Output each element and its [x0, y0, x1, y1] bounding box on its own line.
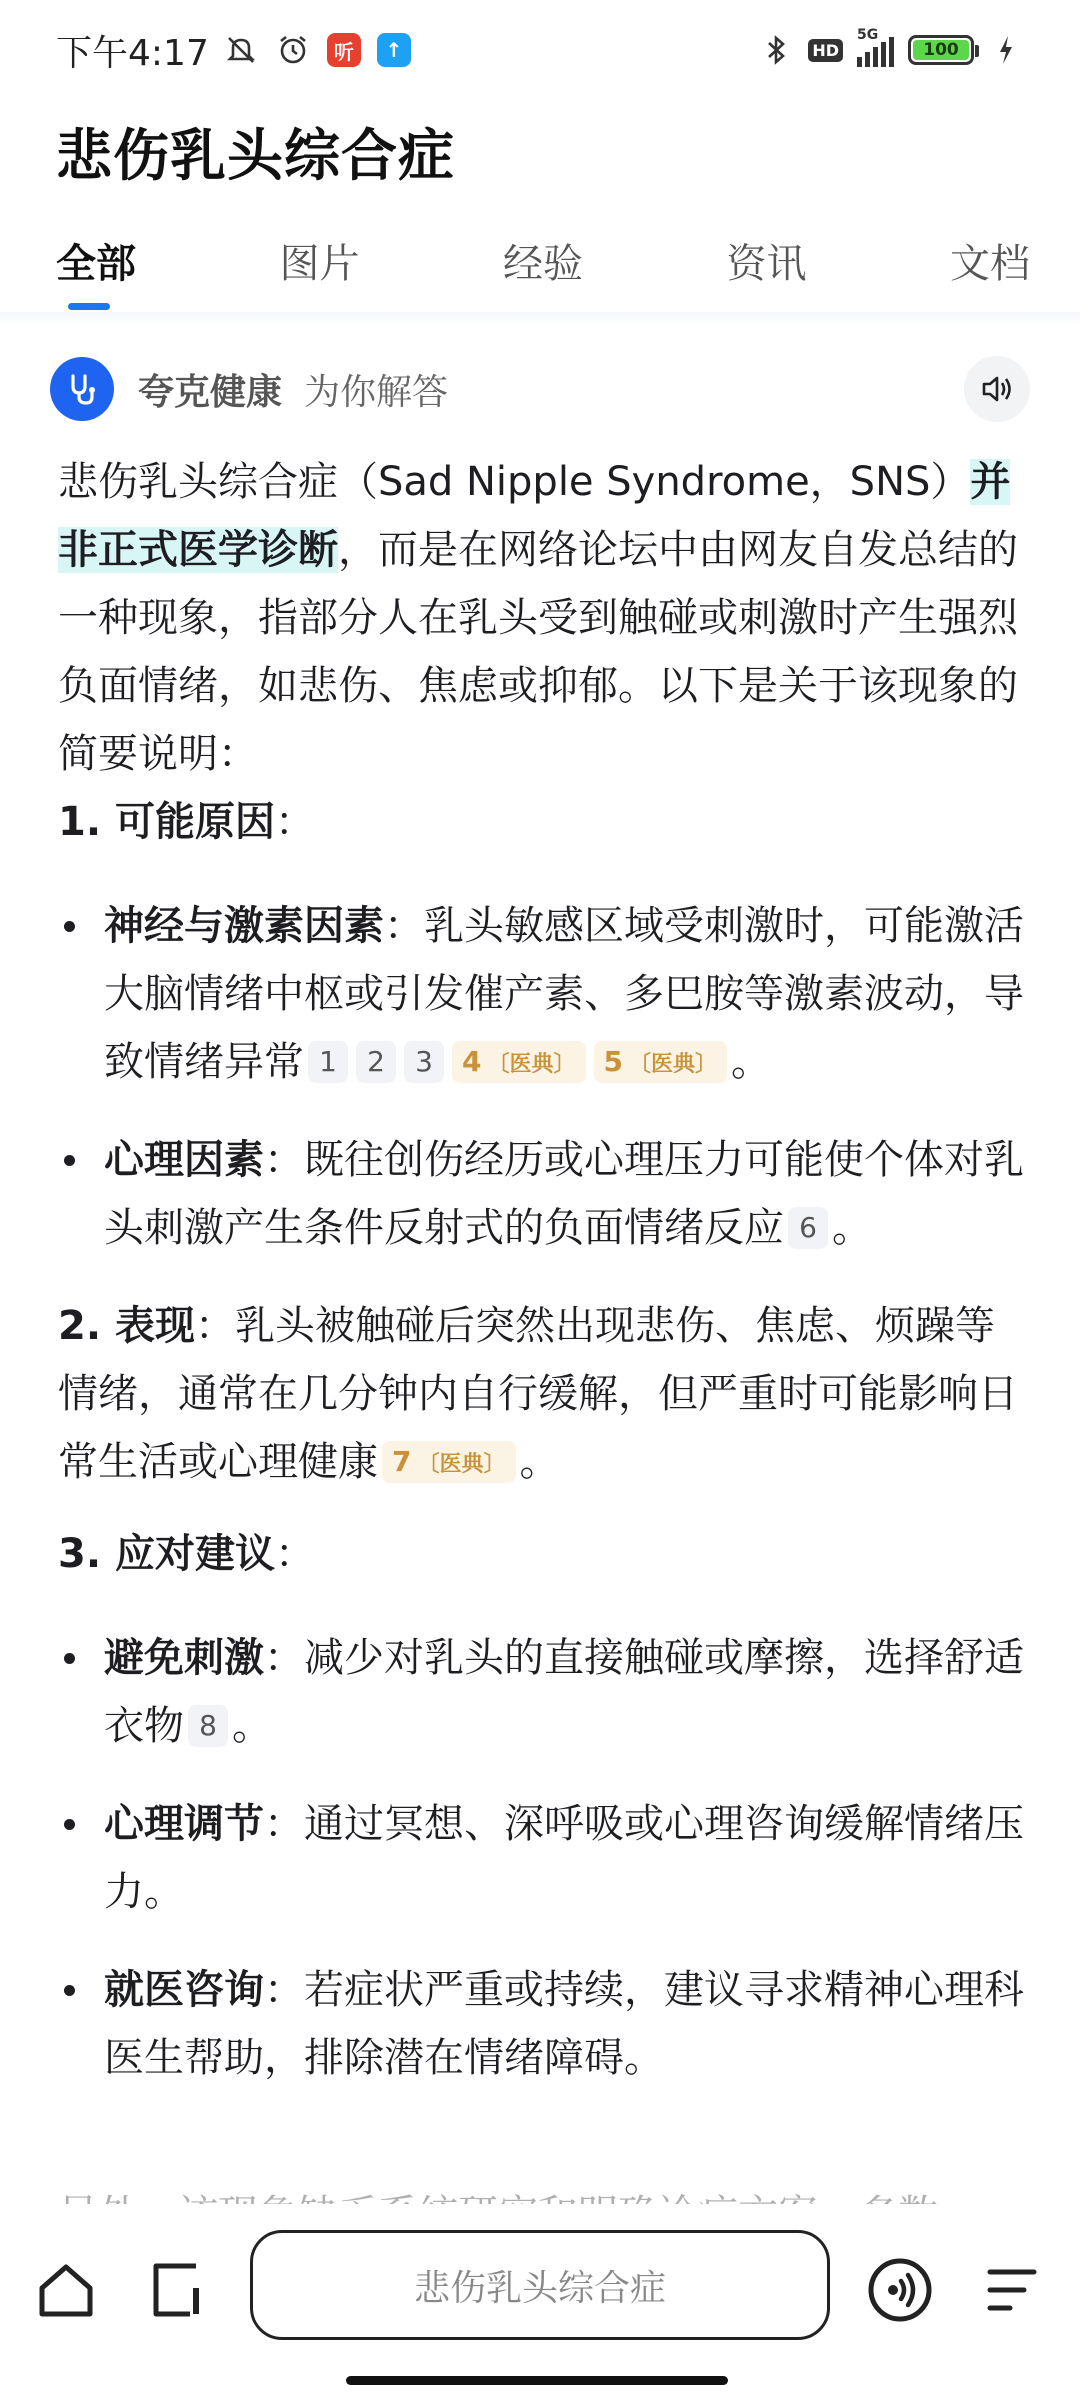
item-label: 心理因素	[104, 1137, 264, 1183]
intro-text-rest: ，而是在网络论坛中由网友自发总结的一种现象，指部分人在乳头受到触碰或刺激时产生强烈负面情绪，如悲伤、焦虑或抑郁。以下是关于该现象的简要说明：	[58, 527, 1018, 777]
list-item	[58, 1126, 1026, 1262]
citation-source: 〔医典〕	[628, 1052, 717, 1077]
home-indicator	[346, 2376, 728, 2385]
upload-notification-icon: ↑	[377, 33, 411, 67]
home-icon	[34, 2258, 98, 2322]
mute-icon	[223, 32, 259, 68]
search-input[interactable]: 悲伤乳头综合症	[250, 2230, 830, 2340]
citation-badge[interactable]: 6	[788, 1207, 828, 1249]
citation-badge-yidian[interactable]	[594, 1041, 728, 1083]
section-causes-label: 1. 可能原因	[58, 799, 275, 845]
charging-icon	[988, 32, 1024, 68]
section-symptoms	[58, 1292, 1026, 1496]
bottom-bar	[0, 2204, 1080, 2400]
tab-experience[interactable]: 经验	[503, 241, 583, 287]
citation-badge[interactable]: 3	[404, 1041, 444, 1083]
bluetooth-icon	[758, 32, 794, 68]
citation-badge[interactable]: 1	[308, 1041, 348, 1083]
tab-news[interactable]: 资讯	[726, 241, 807, 287]
list-item	[58, 1956, 1026, 2092]
status-bar	[0, 0, 1080, 100]
section-end: 。	[519, 1439, 560, 1485]
status-time: 下午4:17	[56, 32, 209, 74]
item-end: 。	[832, 1205, 872, 1251]
signal-icon	[857, 27, 894, 67]
citation-badge-yidian[interactable]	[452, 1041, 586, 1083]
citation-source: 〔医典〕	[417, 1452, 506, 1477]
tabs-icon	[146, 2258, 210, 2322]
voice-button[interactable]	[860, 2250, 940, 2330]
status-left-icons	[223, 32, 411, 68]
home-button[interactable]	[26, 2250, 106, 2330]
citation-badge[interactable]: 2	[356, 1041, 396, 1083]
list-item	[58, 1624, 1026, 1760]
item-text: ：若症状严重或持续，建议寻求精神心理科医生帮助，排除潜在情绪障碍。	[104, 1967, 1024, 2081]
citation-badge-yidian[interactable]	[382, 1441, 516, 1483]
item-text: ：减少对乳头的直接触碰或摩擦，选择舒适衣物	[104, 1635, 1024, 1749]
causes-list	[58, 892, 1026, 1262]
answer-content	[58, 448, 1026, 2122]
read-aloud-button[interactable]	[964, 356, 1030, 422]
item-text: ：通过冥想、深呼吸或心理咨询缓解情绪压力。	[104, 1801, 1024, 1915]
app-notification-icon: 听	[327, 33, 361, 67]
item-label: 就医咨询	[104, 1967, 264, 2013]
tab-bar	[0, 222, 1080, 312]
menu-icon	[980, 2258, 1044, 2322]
item-end: 。	[731, 1039, 771, 1085]
battery-level: 100	[913, 40, 969, 60]
status-right-icons	[758, 27, 1024, 68]
list-item	[58, 1790, 1026, 1926]
citation-number: 7	[392, 1445, 412, 1478]
tabs-divider	[0, 312, 1080, 326]
hd-icon: HD	[808, 39, 843, 62]
tab-documents[interactable]: 文档	[950, 241, 1030, 287]
menu-button[interactable]	[972, 2250, 1052, 2330]
stethoscope-icon	[50, 357, 114, 421]
tab-images[interactable]: 图片	[279, 241, 360, 287]
section-colon: ：	[274, 1531, 315, 1577]
section-symptoms-label: 2. 表现	[58, 1303, 195, 1349]
advice-list	[58, 1624, 1026, 2092]
section-advice-title	[58, 1520, 1026, 1588]
page-title: 悲伤乳头综合症	[56, 124, 455, 189]
battery-icon	[908, 35, 974, 65]
item-text: ：既往创伤经历或心理压力可能使个体对乳头刺激产生条件反射式的负面情绪反应	[104, 1137, 1024, 1251]
speaker-icon	[979, 371, 1015, 407]
item-label: 神经与激素因素	[104, 903, 384, 949]
tabs-button[interactable]	[138, 2250, 218, 2330]
brand-subtitle: 为你解答	[304, 371, 449, 413]
citation-number: 4	[462, 1045, 482, 1078]
alarm-icon	[275, 32, 311, 68]
section-advice-label: 3. 应对建议	[58, 1531, 275, 1577]
item-label: 避免刺激	[104, 1635, 264, 1681]
item-text: ：乳头敏感区域受刺激时，可能激活大脑情绪中枢或引发催产素、多巴胺等激素波动，导致情绪异常	[104, 903, 1024, 1085]
intro-text: 悲伤乳头综合症（Sad Nipple Syndrome，SNS）	[58, 459, 971, 505]
intro-paragraph	[58, 448, 1026, 788]
citation-source: 〔医典〕	[487, 1052, 576, 1077]
answer-header	[50, 356, 1030, 422]
citation-number: 5	[603, 1045, 623, 1078]
item-label: 心理调节	[104, 1801, 264, 1847]
item-end: 。	[232, 1703, 272, 1749]
network-type: 5G	[857, 27, 879, 43]
key-highlight: 并非正式医学诊断	[58, 459, 1011, 573]
tab-all[interactable]: 全部	[56, 222, 136, 312]
citation-badge[interactable]: 8	[188, 1705, 228, 1747]
section-colon: ：	[274, 799, 315, 845]
brand-name: 夸克健康	[138, 371, 283, 413]
voice-icon	[867, 2257, 933, 2323]
list-item	[58, 892, 1026, 1096]
section-symptoms-text: ：乳头被触碰后突然出现悲伤、焦虑、烦躁等情绪，通常在几分钟内自行缓解，但严重时可能影响日常生活或心理健康	[58, 1303, 1018, 1485]
section-causes-title	[58, 788, 1026, 856]
